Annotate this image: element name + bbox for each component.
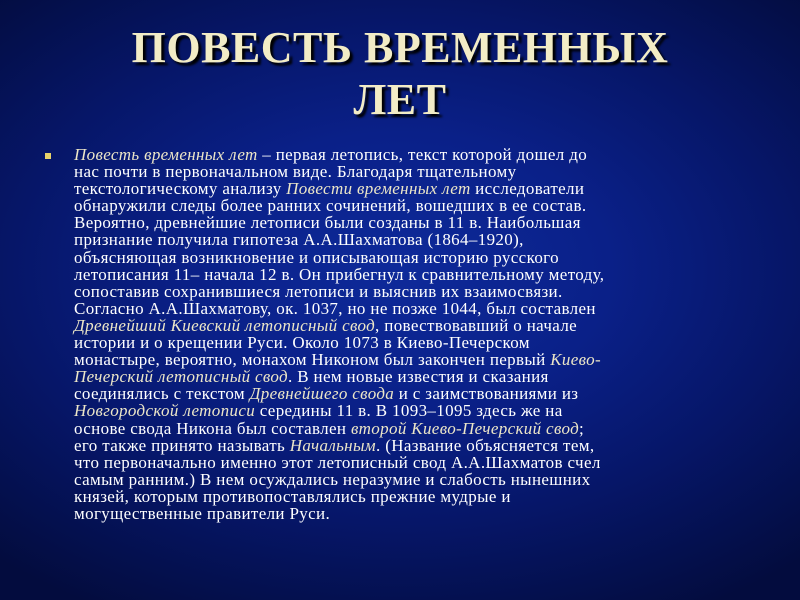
italic-term: Древнейшего свода [249, 384, 395, 404]
title-line-2: ЛЕТ [353, 75, 447, 124]
paragraph-line [74, 180, 754, 197]
paragraph-line [74, 300, 754, 317]
paragraph-line [74, 420, 754, 437]
paragraph-line [74, 163, 754, 180]
paragraph-line [74, 197, 754, 214]
bullet-item [48, 146, 754, 522]
text-run: середины 11 в. В 1093–1095 здесь же на [255, 401, 563, 421]
text-run: . В нем новые известия и сказания [288, 367, 549, 387]
italic-term: Повести временных лет [286, 179, 471, 199]
italic-term: Повесть временных лет [74, 145, 258, 164]
italic-term: Киево- [550, 350, 601, 370]
paragraph-line [74, 214, 754, 231]
italic-term: Древнейший Киевский летописный свод [74, 315, 376, 335]
italic-term: Печерский летописный свод [74, 367, 289, 387]
italic-term: Новгородской летописи [74, 401, 256, 421]
text-run: монастыре, вероятно, монахом Никоном был закончен первый [74, 350, 551, 370]
paragraph-line [74, 488, 754, 505]
text-run: его также принято называть [74, 435, 290, 455]
text-run: Согласно А.А.Шахматову, ок. 1037, но не позже 1044, был составлен [74, 298, 596, 318]
paragraph-line [74, 317, 754, 334]
title-line-1: ПОВЕСТЬ ВРЕМЕННЫХ [131, 23, 669, 72]
paragraph-line [74, 266, 754, 283]
paragraph-line [74, 505, 754, 522]
text-run: , повествовавший о начале [375, 315, 578, 335]
paragraph-line [74, 368, 754, 385]
text-run: Вероятно, древнейшие летописи были созданы в 11 в. Наибольшая [74, 213, 581, 233]
paragraph-line [74, 471, 754, 488]
paragraph-line [74, 146, 754, 163]
paragraph-line [74, 437, 754, 454]
text-run: нас почти в первоначальном виде. Благодаря тщательному [74, 162, 517, 182]
italic-term: второй Киево-Печерский свод [350, 418, 580, 438]
text-run: объясняющая возникновение и описывающая историю русского [74, 247, 559, 267]
text-run: основе свода Никона был составлен [74, 418, 351, 438]
text-run: могущественные правители Руси. [74, 503, 331, 523]
paragraph-line [74, 249, 754, 266]
text-run: истории и о крещении Руси. Около 1073 в Киево-Печерском [74, 333, 530, 353]
text-run: исследователи [470, 179, 585, 199]
text-run: признание получила гипотеза А.А.Шахматова (1864–1920), [74, 230, 524, 250]
paragraph-line [74, 231, 754, 248]
paragraph-line [74, 351, 754, 368]
text-run: соединялись с текстом [74, 384, 250, 404]
text-run: ; [579, 418, 585, 438]
text-run: – первая летопись, текст которой дошел до [257, 145, 588, 164]
paragraph-line [74, 385, 754, 402]
bullet-square-icon [45, 153, 51, 159]
paragraph-line [74, 334, 754, 351]
text-run: сопоставив сохранившиеся летописи и выяснив их взаимосвязи. [74, 281, 563, 301]
slide-title [0, 22, 800, 126]
text-run: летописания 11– начала 12 в. Он прибегнул к сравнительному методу, [74, 264, 605, 284]
text-run: обнаружили следы более ранних сочинений, вошедших в ее состав. [74, 196, 587, 216]
text-run: и с заимствованиями из [394, 384, 579, 404]
text-run: самым ранним.) В нем осуждались неразумие и слабость нынешних [74, 469, 591, 489]
paragraph-line [74, 402, 754, 419]
text-run: князей, которым противопоставлялись прежние мудрые и [74, 486, 511, 506]
text-run: . (Название объясняется тем, [376, 435, 595, 455]
italic-term: Начальным [289, 435, 377, 455]
paragraph-line [74, 283, 754, 300]
text-run: что первоначально именно этот летописный свод А.А.Шахматов счел [74, 452, 601, 472]
text-run: текстологическому анализу [74, 179, 287, 199]
paragraph-line [74, 454, 754, 471]
bullet-paragraph [48, 146, 754, 522]
